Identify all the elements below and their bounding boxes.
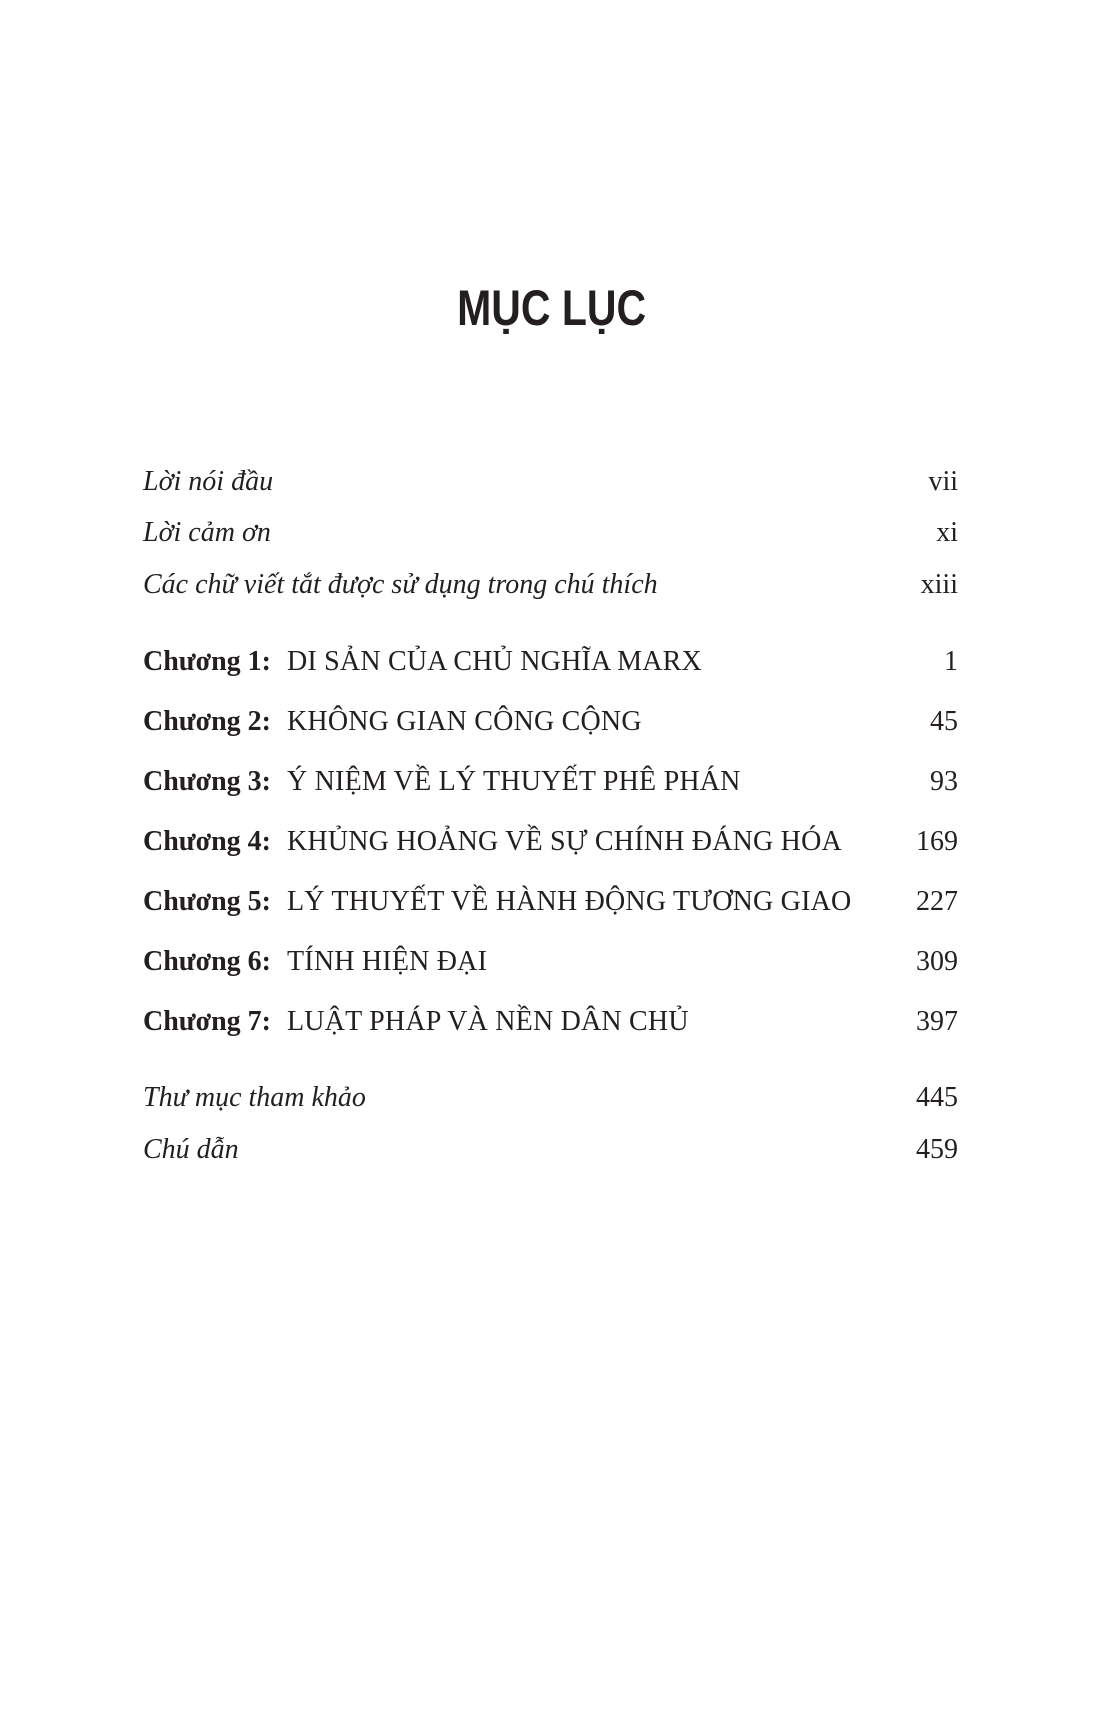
toc-entry-label: Lời nói đầu: [143, 466, 274, 497]
chapter-page: 45: [930, 706, 958, 737]
toc-entry-bibliography[interactable]: [143, 1078, 958, 1118]
chapter-number: Chương 4:: [143, 826, 271, 857]
toc-entry-label: Lời cảm ơn: [143, 517, 271, 548]
toc-entry-page: vii: [928, 466, 958, 497]
toc-chapter-7[interactable]: [143, 1002, 958, 1042]
toc-entry-preface[interactable]: [143, 462, 958, 502]
chapter-page: 1: [944, 646, 958, 677]
toc-entry-label: Chú dẫn: [143, 1134, 239, 1165]
toc-chapter-1[interactable]: [143, 642, 958, 682]
toc-entry-index[interactable]: [143, 1130, 958, 1170]
chapter-page: 397: [916, 1006, 958, 1037]
chapter-page: 309: [916, 946, 958, 977]
toc-chapter-5[interactable]: [143, 882, 958, 922]
toc-entry-abbreviations[interactable]: [143, 565, 958, 605]
chapter-number: Chương 2:: [143, 706, 271, 737]
chapter-title: LUẬT PHÁP VÀ NỀN DÂN CHỦ: [287, 1006, 689, 1037]
chapter-title: DI SẢN CỦA CHỦ NGHĨA MARX: [287, 646, 702, 677]
toc-entry-label: Các chữ viết tắt được sử dụng trong chú thích: [143, 569, 658, 600]
chapter-number: Chương 6:: [143, 946, 271, 977]
page-title: MỤC LỤC: [457, 280, 647, 336]
toc-entry-page: xiii: [920, 569, 958, 600]
chapter-title: LÝ THUYẾT VỀ HÀNH ĐỘNG TƯƠNG GIAO: [287, 886, 852, 917]
toc-entry-acknowledgements[interactable]: [143, 513, 958, 553]
chapter-number: Chương 7:: [143, 1006, 271, 1037]
toc-entry-page: 445: [916, 1082, 958, 1113]
chapter-number: Chương 1:: [143, 646, 271, 677]
toc-entry-page: xi: [936, 517, 958, 548]
toc-chapter-3[interactable]: [143, 762, 958, 802]
chapter-title: KHỦNG HOẢNG VỀ SỰ CHÍNH ĐÁNG HÓA: [287, 826, 842, 857]
chapter-page: 93: [930, 766, 958, 797]
chapter-page: 227: [916, 886, 958, 917]
chapter-title: Ý NIỆM VỀ LÝ THUYẾT PHÊ PHÁN: [287, 766, 741, 797]
chapter-number: Chương 5:: [143, 886, 271, 917]
chapter-page: 169: [916, 826, 958, 857]
chapter-title: TÍNH HIỆN ĐẠI: [287, 946, 488, 977]
chapter-number: Chương 3:: [143, 766, 271, 797]
toc-chapter-4[interactable]: [143, 822, 958, 862]
chapter-title: KHÔNG GIAN CÔNG CỘNG: [287, 706, 642, 737]
toc-entry-page: 459: [916, 1134, 958, 1165]
toc-chapter-2[interactable]: [143, 702, 958, 742]
toc-entry-label: Thư mục tham khảo: [143, 1082, 366, 1113]
toc-chapter-6[interactable]: [143, 942, 958, 982]
